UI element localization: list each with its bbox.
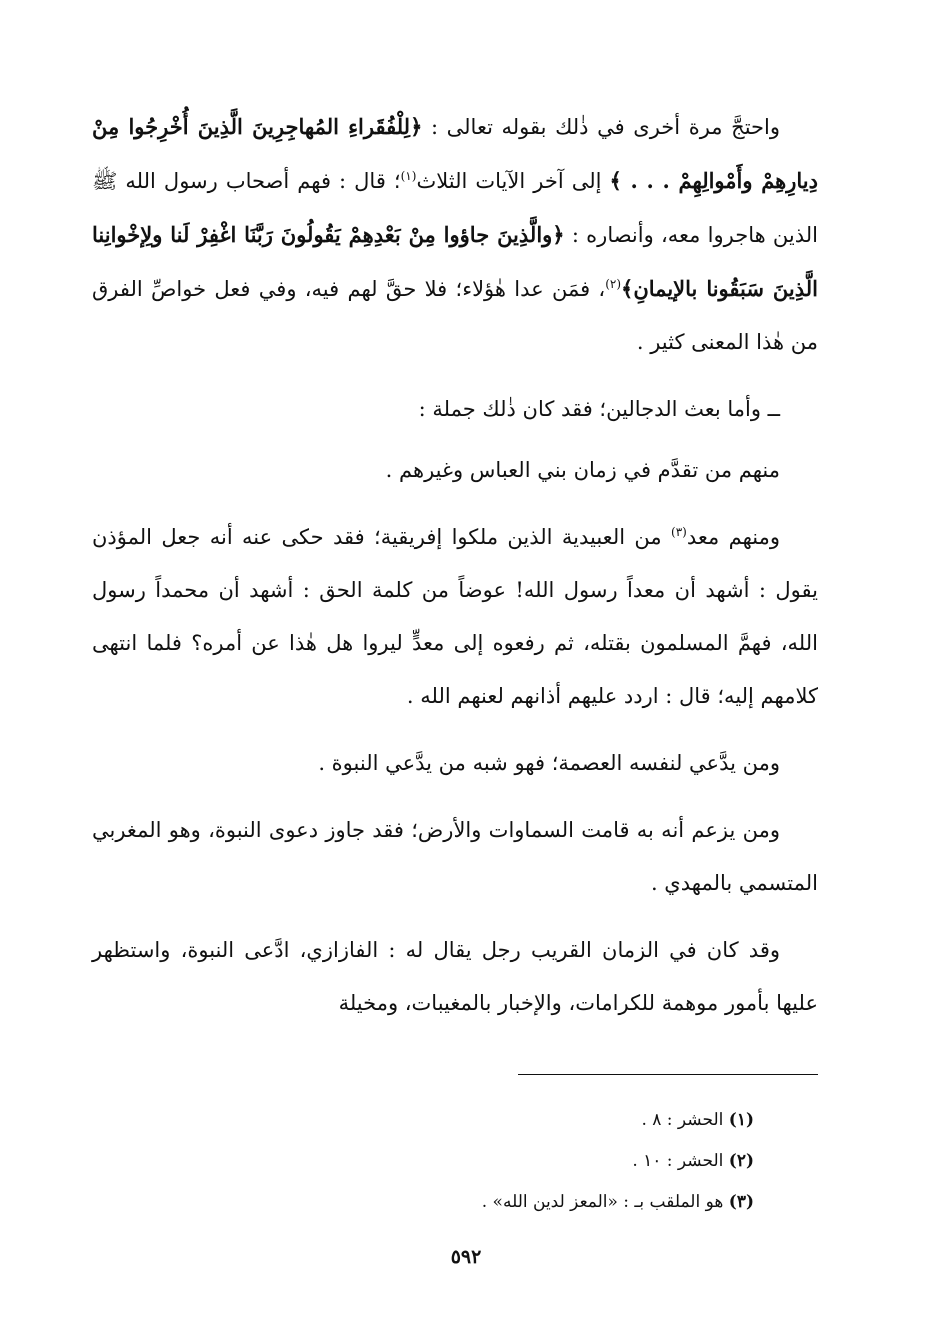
quran-verse: ﴿والَّذِينَ جاؤوا مِنْ بَعْدِهِمْ يَقُولُونَ رَبَّنَا اغْفِرْ لَنا ولِإخْوانِنا الَّذِينَ سَبَقُونا بالإيمانِ﴾ [92, 222, 818, 301]
footnote-text: الحشر : ١٠ . [632, 1151, 729, 1171]
footnote-number: (٢) [728, 1151, 754, 1171]
paragraph-text: واحتجَّ مرة أخرى في ذٰلك بقوله تعالى : [422, 115, 780, 139]
footnote-text: هو الملقب بـ : «المعز لدين الله» . [481, 1192, 729, 1212]
footnote-item [254, 1141, 754, 1182]
page-number: ٥٩٢ [450, 1246, 482, 1268]
paragraph-mahdi: ومن يزعم أنه به قامت السماوات والأرض؛ فقد جاوز دعوى النبوة، وهو المغربي المتسمي بالمهدي . [92, 818, 818, 895]
footnote-number: (٣) [728, 1192, 754, 1212]
footnote-reference[interactable]: (١) [400, 169, 417, 183]
paragraph-text: ، فمَن عدا هٰؤلاء؛ فلا حقَّ لهم فيه، وفي فعل خواصِّ الفرق من هٰذا المعنى كثير . [92, 277, 818, 354]
footnote-reference[interactable]: (٣) [671, 525, 687, 539]
footnote-item [254, 1182, 754, 1223]
paragraph-fazazi: وقد كان في الزمان القريب رجل يقال له : الفازازي، ادَّعى النبوة، واستظهر عليها بأمور موهمة للكرامات، والإخبار بالمغيبات، ومخيلة [92, 938, 818, 1015]
paragraph-text: من العبيدية الذين ملكوا إفريقية؛ فقد حكى عنه أنه جعل المؤذن يقول : أشهد أن معداً رسول الله! عوضاً من كلمة الحق : أشهد أن محمداً رسول الله، فهمَّ المسلمون بقتله، ثم رفعوه إلى معدٍّ ليروا هل هٰذا عن أمره؟ فلما انتهى كلامهم إليه؛ قال : اردد عليهم أذانهم لعنهم الله . [92, 525, 818, 708]
paragraph-text: إلى آخر الآيات الثلاث [416, 169, 610, 193]
paragraph-abbasid: منهم من تقدَّم في زمان بني العباس وغيرهم . [385, 458, 780, 482]
footnote-text: الحشر : ٨ . [641, 1110, 729, 1130]
paragraph-muizz [92, 511, 818, 723]
footnote-divider [518, 1074, 818, 1075]
footnote-number: (١) [728, 1110, 754, 1130]
paragraph-text: ومنهم معد [686, 525, 780, 549]
main-text [92, 100, 818, 1044]
paragraph-infallibility: ومن يدَّعي لنفسه العصمة؛ فهو شبه من يدَّعي النبوة . [318, 751, 780, 775]
footnote-item [254, 1100, 754, 1141]
footnotes [254, 1100, 754, 1223]
footnote-reference[interactable]: (٢) [605, 277, 622, 291]
paragraph-dajjals: ــ وأما بعث الدجالين؛ فقد كان ذٰلك جملة : [418, 397, 780, 421]
paragraph-argument [92, 100, 818, 369]
quran-verse: ﴿لِلْفُقَراءِ المُهاجِرِينَ الَّذِينَ أُخْرِجُوا مِنْ دِيارِهِمْ وأَمْوالِهِمْ . . . ﴾ [92, 114, 818, 193]
paragraph-text: ؛ قال : فهم أصحاب رسول الله ﷺ الذين هاجروا معه، وأنصاره : [92, 169, 819, 247]
